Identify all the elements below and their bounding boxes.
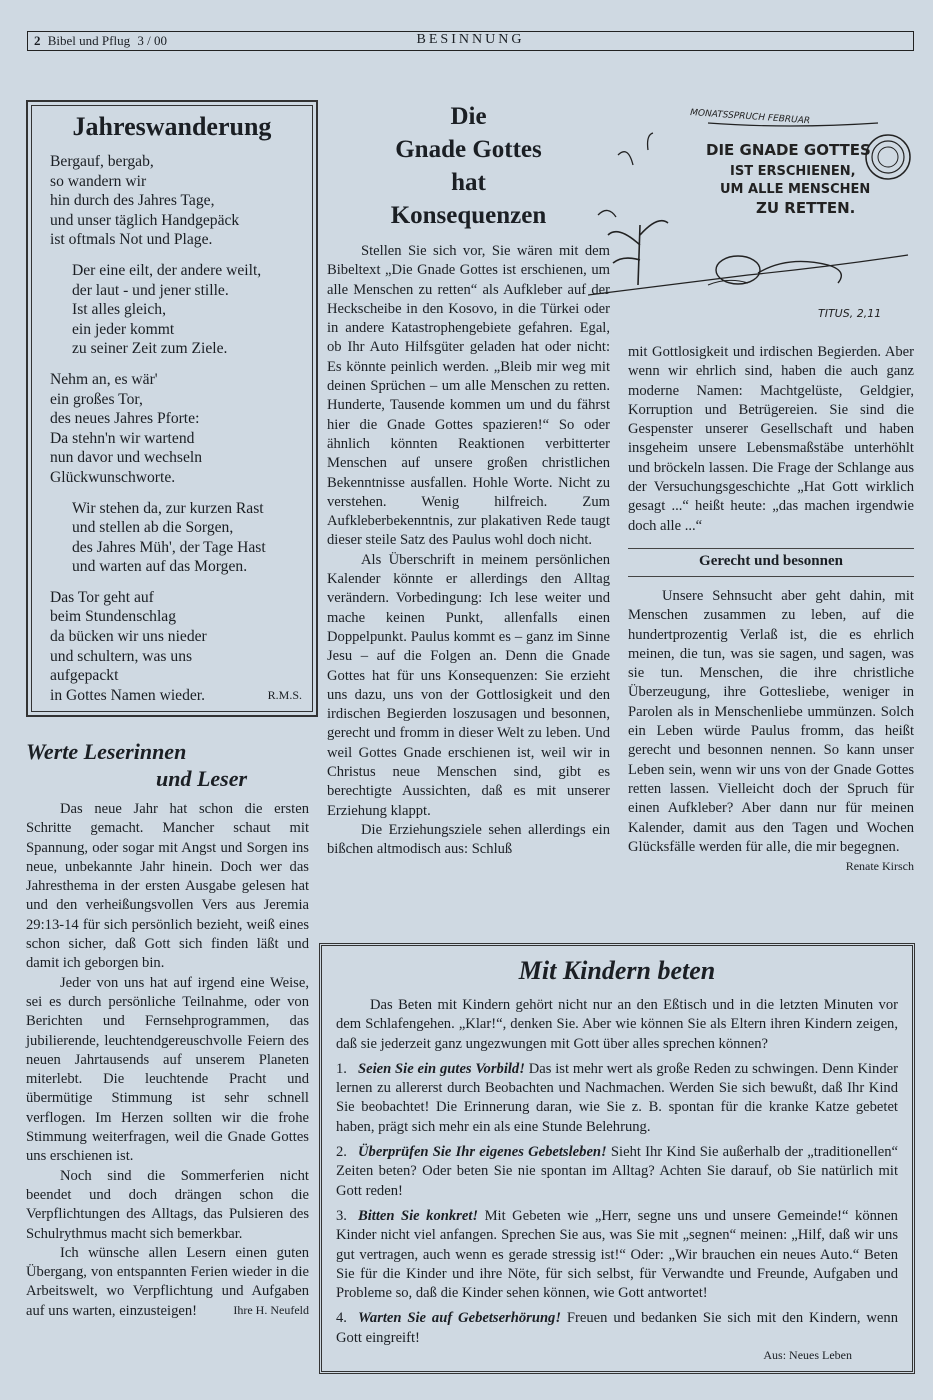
poem-stanzas	[32, 152, 312, 705]
article-body-right	[628, 587, 914, 857]
article-signature: Renate Kirsch	[845, 859, 914, 874]
cartoon-reference: TITUS, 2,11	[818, 307, 882, 320]
poem-line: der laut - und jener stille.	[72, 281, 229, 299]
poem-line: nun davor und wechseln	[50, 449, 203, 467]
tip-text: Sieht Ihr Kind Sie außerhalb der „traditionellen“ Zeiten beten? Oder beten Sie nie spontan im Alltag? Achten Sie darauf, ob Sie natürlich mit Gott reden!	[336, 1144, 898, 1199]
poem-title: Jahreswanderung	[72, 112, 272, 141]
cartoon-line: DIE GNADE GOTTES	[706, 141, 871, 159]
poem-line: beim Stundenschlag	[50, 608, 177, 626]
cartoon-line: ZU RETTEN.	[756, 199, 856, 217]
publication-name: Bibel und Pflug	[47, 33, 131, 48]
list-item: 2. Überprüfen Sie Ihr eigenes Gebetsleben! Sieht Ihr Kind Sie außerhalb der „traditionellen“ Zeiten beten? Oder beten Sie nie spontan im Alltag? Achten Sie darauf, ob Sie natürlich mit Gott reden!	[336, 1144, 898, 1199]
editorial-title-line2: und Leser	[156, 766, 248, 791]
poem-box	[26, 100, 318, 717]
editorial	[26, 738, 309, 1318]
poem-stanza	[38, 588, 306, 706]
poem-line: zu seiner Zeit zum Ziele.	[72, 340, 228, 358]
poem-line: des Jahres Müh', der Tage Hast	[72, 538, 266, 556]
poem-line: Das Tor geht auf	[50, 588, 154, 606]
editorial-signature: Ihre H. Neufeld	[233, 1303, 309, 1318]
prayer-tips-intro: Das Beten mit Kindern gehört nicht nur an den Eßtisch und in die letzten Minuten vor dem Schlafengehen. „Klar!“, denken Sie. Aber wie können Sie als Eltern ihren Kindern zeigen, daß sie jederzeit ganz ungezwungen mit Gott über alles sprechen können?	[336, 997, 898, 1052]
editorial-paragraph: Ich wünsche allen Lesern einen guten Übergang, von entspannten Ferien wieder in die Arbeitswelt, wo Verpflichtung und Aufgaben auf uns warten, einzusteigen!	[26, 1244, 309, 1319]
article-right-column	[628, 343, 914, 874]
poem-line: Der eine eilt, der andere weilt,	[72, 261, 262, 279]
article-main-column	[327, 100, 610, 860]
section-divider	[628, 548, 914, 549]
list-item: 4. Warten Sie auf Gebetserhörung! Freuen und bedanken Sie sich mit den Kindern, wenn Gott eingreift!	[336, 1310, 898, 1346]
tip-heading: Überprüfen Sie Ihr eigenes Gebetsleben!	[358, 1144, 607, 1161]
poem-line: und schultern, was uns	[50, 647, 193, 665]
tip-text: Freuen und bedanken Sie sich mit den Kindern, wenn Gott eingreift!	[336, 1310, 898, 1346]
poem-stanza	[38, 261, 306, 359]
editorial-paragraph: Das neue Jahr hat schon die ersten Schritte gemacht. Mancher schaut mit Spannung, oder sogar mit Angst und Sorgen ins neue, unbekannte Jahr hinein. Doch wer das Jahresthema in der ersten Ausgabe gelesen hat und den verheißungsvollen Vers aus Jeremia 29:13-14 für sich persönlich bezieht, weiß eines schon sicher, daß Gott sich finden läßt und damit ich geborgen bin.	[26, 801, 309, 972]
article-paragraph: Als Überschrift in meinem persönlichen Kalender könnte er allerdings den Alltag verändern. Vorbedingung: Ich lese weiter und mache keinen Punkt, allenfalls einen Doppelpunkt. Paulus kommt es – ganz im Sinne Jesu – auf die Folgen an. Denn die Gnade Gottes hat für uns Konsequenzen: Sie erzieht uns dazu, uns von der Gottlosigkeit und den irdischen Begierden loszusagen und besonnen, gerecht und fromm in dieser Welt zu leben. Und weil Gottes Gnade erschienen ist, weil wir in Christus neue Menschen sind, gibt es berechtigte Aussichten, daß es mit unserer Erziehung klappt.	[327, 551, 610, 819]
cartoon-top-label: MONATSSPRUCH FEBRUAR	[689, 107, 811, 127]
article-title-line: Konsequenzen	[390, 202, 547, 229]
poem-line: des neues Jahres Pforte:	[50, 410, 200, 428]
editorial-title-line1: Werte Leserinnen	[26, 739, 187, 764]
poem-stanza	[38, 370, 306, 488]
issue-number: 3 / 00	[137, 33, 167, 48]
section-title: BESINNUNG	[416, 32, 525, 47]
tip-heading: Warten Sie auf Gebetserhörung!	[358, 1310, 562, 1327]
prayer-tips-list	[322, 1060, 912, 1348]
poem-line: ein jeder kommt	[72, 320, 175, 338]
article-paragraph: Stellen Sie sich vor, Sie wären mit dem Bibeltext „Die Gnade Gottes ist erschienen, um alle Menschen zu retten“ als Aufkleber auf der Heckscheibe in den Kosovo, in die Türkei oder in andere Katastrophengebiete gefahren. Egal, ob Ihr Auto Hilfsgüter geladen hat oder nicht: Es könnte peinlich werden. „Bleib mir weg mit deinen Sprüchen – um alle Menschen zu retten. Hunderte, Tausende kommen um und du fährst hier die Gnade Gottes spazieren!“ So oder ähnlich könnten Reaktionen verbitterter Menschen auf unsere großen christlichen Bekenntnisse ausfallen. Hohle Worte. Nicht zu verstehen. Wenig hilfreich. Zum Aufkleberbekenntnis, zur plakativen Rede taugt dieser steile Satz des Paulus wohl doch nicht.	[327, 243, 610, 549]
poem-signature: R.M.S.	[267, 688, 302, 702]
list-item: 1. Seien Sie ein gutes Vorbild! Das ist mehr wert als große Reden zu schwingen. Denn Kinder lernen zu allererst durch Beobachten und Nachmachen. Werden Sie sich bewußt, daß Ihr Kind Sie beobachtet! Die Erinnerung daran, wie Sie z. B. spontan für die kranke Katze gebetet haben, prägt sich mehr ein als eine Stunde Belehrung.	[336, 1060, 898, 1135]
editorial-paragraph: Jeder von uns hat auf irgend eine Weise, sei es durch persönliche Teilnahme, oder von Berichten und Fernsehprogrammen, das jubilierende, leuchtendgereuschvolle Feiern des neuen Jahrtausends auf unserem Planeten miterlebt. Die leuchtende Pracht und übermütige Stimmung ist sehr schnell verflogen. Im Herzen sollten wir die frohe Stimmung weiterfragen, weil die Gnade Gottes uns erschienen ist.	[26, 974, 309, 1165]
editorial-paragraph: Noch sind die Sommerferien nicht beendet und doch drängen schon die Verpflichtungen des Alltags, das Pulsieren des Schulrythmus macht sich bemerkbar.	[26, 1167, 309, 1242]
prayer-tips-source: Aus: Neues Leben	[763, 1348, 852, 1362]
poem-line: und warten auf das Morgen.	[72, 558, 248, 576]
poem-line: in Gottes Namen wieder.	[50, 686, 206, 704]
poem-stanza	[38, 499, 306, 577]
poem-line: aufgepackt	[50, 667, 119, 685]
cartoon-illustration	[588, 105, 914, 345]
prayer-tips-box	[319, 943, 915, 1374]
section-divider	[628, 576, 914, 577]
list-item: 3. Bitten Sie konkret! Mit Gebeten wie „Herr, segne uns und unsere Gemeinde!“ können Kinder nicht viel anfangen. Sprechen Sie aus, was Sie mit „segnen“ meinen: „Hilf, daß wir uns gut vertragen, auch wenn es gerade stressig ist!“ Oder: „Wir brauchen ein neues Auto.“ Beten Sie für die Kinder und ihre Nöte, für sich selbst, für Verwandte und Freunde, Aufgaben und Probleme so, daß die Kinder sehen können, wie Gott antwortet!	[336, 1207, 898, 1302]
tip-heading: Seien Sie ein gutes Vorbild!	[358, 1060, 525, 1077]
editorial-title	[26, 738, 309, 792]
poem-line: Glückwunschworte.	[50, 468, 176, 486]
tip-heading: Bitten Sie konkret!	[358, 1207, 479, 1224]
poem-line: Ist alles gleich,	[72, 301, 166, 319]
article-body	[327, 242, 610, 860]
article-continuation: mit Gottlosigkeit und irdischen Begierden. Aber wenn wir ehrlich sind, haben die auch ganz moderne Namen: Machtgelüste, Geldgier, Korruption und Betrügereien. Sie sind die Gespenster unserer Gesellschaft und haben insgeheim unsere Lebensmaßstäbe unterhöhlt und bröckeln lassen. Die Frage der Schlange aus der Versuchungsgeschichte „Hat Gott wirklich gesagt ...“ heißt heute: „das machen irgendwie doch alle ...“	[628, 344, 914, 534]
page-number: 2	[34, 33, 41, 48]
poem-line: hin durch des Jahres Tage,	[50, 192, 215, 210]
poem-stanza	[38, 152, 306, 250]
page-header	[27, 31, 914, 51]
article-subheading: Gerecht und besonnen	[699, 552, 843, 569]
prayer-tips-title: Mit Kindern beten	[518, 956, 716, 985]
poem-line: ist oftmals Not und Plage.	[50, 231, 213, 249]
poem-line: Wir stehen da, zur kurzen Rast	[72, 499, 264, 517]
poem-line: und unser täglich Handgepäck	[50, 211, 240, 229]
article-paragraph: Unsere Sehnsucht aber geht dahin, mit Menschen zusammen zu leben, auf die hundertprozentig Verlaß ist, die es ehrlich meinen, die tun, was sie sagen, und sagen, was sie tun. Menschen, die ihre christliche Überzeugung, ihre Gottesliebe, weniger in Parolen als in Menschenliebe ummünzen. Solch ein Leben würde Paulus fromm, das heißt gerecht und besonnen nennen. So kann unser Leben sein, wenn wir uns von der Gnade Gottes retten lassen. Vielleicht doch der Spruch für einen Aufkleber? Aber dann nur für meinen Kalender, damit aus den Tagen und Wochen Glücksfälle werden für alle, die mir begegnen.	[628, 587, 914, 855]
poem-inner-frame	[31, 105, 313, 712]
article-title-line: Die	[450, 103, 487, 130]
cartoon-line: UM ALLE MENSCHEN	[720, 182, 871, 197]
poem-line: und stellen ab die Sorgen,	[72, 519, 234, 537]
poem-line: Da stehn'n wir wartend	[50, 429, 195, 447]
cartoon-line: IST ERSCHIENEN,	[730, 164, 856, 179]
poem-line: Nehm an, es wär'	[50, 370, 158, 388]
poem-line: da bücken wir uns nieder	[50, 628, 207, 646]
tip-text: Mit Gebeten wie „Herr, segne uns und unsere Gemeinde!“ können Kinder nicht viel anfangen. Sprechen Sie aus, was Sie mit „segnen“ meinen: „Hilf, daß wir uns gut vertragen, auch wenn es gerade stressig ist!“ Oder: „Wir brauchen ein neues Auto.“ Beten Sie für die Kinder und ihre Nöte, für sich selbst, für Verwandte und Freunde, Aufgaben und Probleme so, daß die Kinder sehen können, wie Gott antwortet!	[336, 1207, 898, 1302]
poem-line: so wandern wir	[50, 172, 147, 190]
editorial-body	[26, 800, 309, 1321]
poem-line: Bergauf, bergab,	[50, 153, 154, 170]
article-paragraph: Die Erziehungsziele sehen allerdings ein bißchen altmodisch aus: Schluß	[327, 821, 610, 858]
tip-text: Das ist mehr wert als große Reden zu schwingen. Denn Kinder lernen zu allererst durch Beobachten und Nachmachen. Werden Sie sich bewußt, daß Ihr Kind Sie beobachtet! Die Erinnerung daran, wie Sie z. B. spontan für die kranke Katze gebetet haben, prägt sich mehr ein als eine Stunde Belehrung.	[336, 1060, 898, 1135]
poem-line: ein großes Tor,	[50, 390, 143, 408]
article-title-line: Gnade Gottes	[395, 136, 542, 163]
article-title-line: hat	[451, 169, 486, 196]
cartoon-drawing	[588, 105, 914, 345]
article-title	[327, 100, 610, 232]
